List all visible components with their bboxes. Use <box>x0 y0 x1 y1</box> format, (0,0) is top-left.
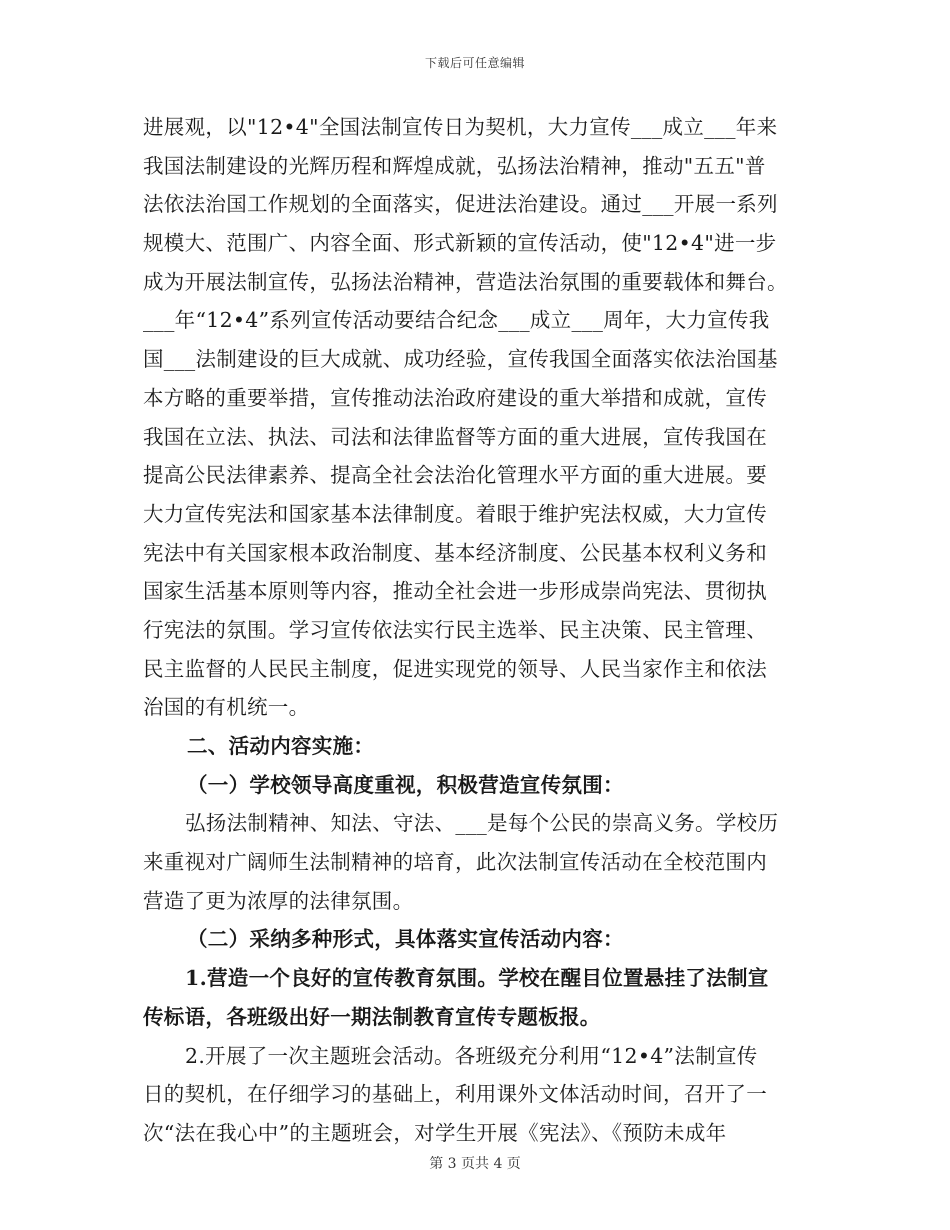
body-line: 次“法在我心中”的主题班会，对学生开展《宪法》、《预防未成年 <box>143 1120 727 1145</box>
body-line: 我国法制建设的光辉历程和辉煌成就，弘扬法治精神，推动"五五"普 <box>143 153 766 178</box>
body-line: 规模大、范围广、内容全面、形式新颖的宣传活动，使"12•4"进一步 <box>143 231 777 256</box>
subsection-heading: （二）采纳多种形式，具体落实宣传活动内容： <box>187 927 624 952</box>
page-header: 下载后可任意编辑 <box>424 56 525 70</box>
body-line: 民主监督的人民民主制度，促进实现党的领导、人民当家作主和依法 <box>143 656 767 681</box>
body-line: 我国在立法、执法、司法和法律监督等方面的重大进展，宣传我国在 <box>143 424 767 449</box>
page-footer: 第 3 页共 4 页 <box>429 1156 521 1172</box>
numbered-item: 2.开展了一次主题班会活动。各班级充分利用“12•4”法制宣传 <box>185 1043 758 1068</box>
body-line: 国家生活基本原则等内容，推动全社会进一步形成崇尚宪法、贯彻执 <box>143 579 767 604</box>
body-line: 法依法治国工作规划的全面落实，促进法治建设。通过___开展一系列 <box>143 192 778 217</box>
body-line: 成为开展法制宣传，弘扬法治精神，营造法治氛围的重要载体和舞台。 <box>143 269 788 294</box>
body-line: ___年“12•4”系列宣传活动要结合纪念___成立___周年，大力宣传我 <box>143 308 770 333</box>
section-heading: 二、活动内容实施： <box>187 734 375 758</box>
body-line: 日的契机，在仔细学习的基础上，利用课外文体活动时间，召开了一 <box>143 1082 767 1107</box>
body-line: 进展观，以"12•4"全国法制宣传日为契机，大力宣传___成立___年来 <box>143 115 778 139</box>
body-line: 本方略的重要举措，宣传推动法治政府建设的重大举措和成就，宣传 <box>143 385 767 410</box>
numbered-item: 1.营造一个良好的宣传教育氛围。学校在醒目位置悬挂了法制宣 <box>185 966 769 991</box>
body-line: 提高公民法律素养、提高全社会法治化管理水平方面的重大进展。要 <box>143 463 767 488</box>
document-body <box>143 108 811 1153</box>
body-line: 弘扬法制精神、知法、守法、___是每个公民的崇高义务。学校历 <box>185 811 779 836</box>
subsection-heading: （一）学校领导高度重视，积极营造宣传氛围： <box>187 772 624 797</box>
body-line: 大力宣传宪法和国家基本法律制度。着眼于维护宪法权威，大力宣传 <box>143 501 767 526</box>
body-line: 宪法中有关国家根本政治制度、基本经济制度、公民基本权利义务和 <box>143 540 767 565</box>
body-line: 治国的有机统一。 <box>143 695 310 720</box>
body-line: 营造了更为浓厚的法律氛围。 <box>143 888 414 913</box>
body-line: 国___法制建设的巨大成就、成功经验，宣传我国全面落实依法治国基 <box>143 347 778 372</box>
body-line: 行宪法的氛围。学习宣传依法实行民主选举、民主决策、民主管理、 <box>143 617 767 642</box>
body-line: 来重视对广阔师生法制精神的培育，此次法制宣传活动在全校范围内 <box>143 850 767 875</box>
numbered-item-continuation: 传标语，各班级出好一期法制教育宣传专题板报。 <box>143 1004 601 1029</box>
